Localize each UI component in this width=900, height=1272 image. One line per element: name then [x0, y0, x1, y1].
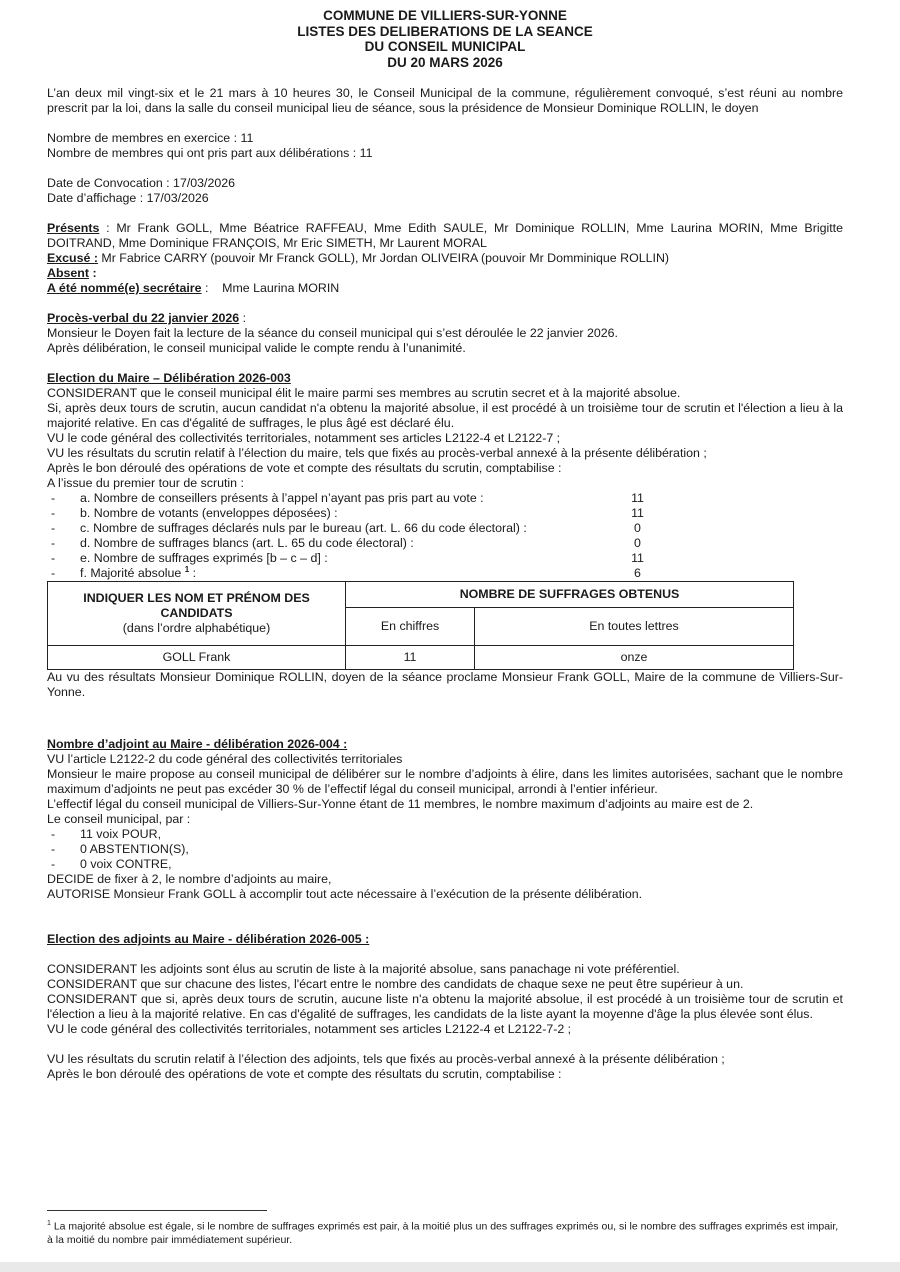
footnote-ref: 1	[184, 564, 190, 574]
absent-text: :	[89, 266, 97, 280]
table-header-group: NOMBRE DE SUFFRAGES OBTENUS	[346, 582, 794, 608]
adjoints-election-vu-resultats: VU les résultats du scrutin relatif à l’élection des adjoints, tels que fixés au procès-verbal annexé à la présente délibération ;	[47, 1052, 725, 1066]
date-convocation: Date de Convocation : 17/03/2026	[47, 176, 236, 190]
vote-pour: 11 voix POUR,	[80, 827, 162, 841]
vote-label: a. Nombre de conseillers présents à l’appel n’ayant pas pris part au vote :	[80, 491, 484, 505]
maire-premier-tour: A l’issue du premier tour de scrutin :	[47, 476, 244, 490]
pv-heading: Procès-verbal du 22 janvier 2026	[47, 311, 240, 325]
list-dash: -	[51, 491, 56, 505]
pv-heading-suffix: :	[239, 311, 247, 325]
vote-value: 11	[631, 491, 644, 505]
presents-label: Présents	[47, 221, 100, 235]
header-date: DU 20 MARS 2026	[387, 54, 503, 70]
vote-row	[47, 536, 843, 551]
maire-vu-code: VU le code général des collectivités territoriales, notamment ses articles L2122-4 et L2122-7 ;	[47, 431, 561, 445]
excuse-label: Excusé :	[47, 251, 98, 265]
list-dash: -	[51, 827, 56, 841]
header-listes: LISTES DES DELIBERATIONS DE LA SEANCE	[297, 23, 593, 39]
table-row	[48, 646, 794, 670]
adjoints-election-considerant-3: CONSIDERANT que si, après deux tours de scrutin, aucune liste n'a obtenu la majorité absolue, il est procédé à un troisième tour de scrutin et l'élection a lieu à la majorité relative. En cas d'égalité de suffrages, les candidats de la liste ayant la moyenne d'âge la plus élevée sont élus.	[47, 992, 843, 1021]
list-dash: -	[51, 536, 56, 550]
footnote-mark: 1	[47, 1220, 51, 1227]
document-page	[47, 8, 843, 1082]
header-conseil: DU CONSEIL MUNICIPAL	[364, 39, 526, 54]
vote-label: d. Nombre de suffrages blancs (art. L. 65 du code électoral) :	[80, 536, 414, 550]
vote-label: c. Nombre de suffrages déclarés nuls par le bureau (art. L. 66 du code électoral) :	[80, 521, 527, 535]
adjoints-nombre-proposition: Monsieur le maire propose au conseil municipal de délibérer sur le nombre d’adjoints à élire, dans les limites autorisées, sachant que le nombre maximum d’adjoints ne peut pas excéder 30 % de l’effectif légal du conseil municipal, arrondi à l’entier inférieur.	[47, 767, 843, 796]
vote-label	[80, 566, 600, 581]
vote-value: 11	[631, 551, 644, 565]
table-cell-name: GOLL Frank	[48, 646, 346, 670]
document-header	[47, 8, 843, 70]
adjoints-election-vu-code: VU le code général des collectivités territoriales, notamment ses articles L2122-4 et L2122-7-2 ;	[47, 1022, 572, 1036]
footnote	[47, 1217, 843, 1246]
adjoints-nombre-conseil: Le conseil municipal, par :	[47, 812, 191, 826]
list-dash: -	[51, 506, 56, 520]
vote-count-list	[47, 491, 843, 581]
vote-abstention: 0 ABSTENTION(S),	[80, 842, 189, 856]
vote-row	[47, 491, 843, 506]
list-dash: -	[51, 842, 56, 856]
presents-text: : Mr Frank GOLL, Mme Béatrice RAFFEAU, Mme Edith SAULE, Mr Dominique ROLLIN, Mme Laurina MORIN, Mme Brigitte DOITRAND, Mme Dominique FRANÇOIS, Mr Eric SIMETH, Mr Laurent MORAL	[47, 221, 843, 250]
vote-label: b. Nombre de votants (enveloppes déposées) :	[80, 506, 338, 520]
list-item	[47, 827, 843, 842]
table-header-letters: En toutes lettres	[475, 608, 794, 646]
table-header-candidates-title: INDIQUER LES NOM ET PRÉNOM DES CANDIDATS	[83, 591, 310, 620]
adjoints-election-considerant-1: CONSIDERANT les adjoints sont élus au scrutin de liste à la majorité absolue, sans panachage ni vote préférentiel.	[47, 962, 680, 976]
vote-row	[47, 506, 843, 521]
presents-line	[47, 221, 843, 251]
secretary-line	[47, 281, 843, 296]
table-cell-letters: onze	[475, 646, 794, 670]
adjoints-election-heading: Election des adjoints au Maire - délibération 2026-005 :	[47, 932, 370, 946]
vote-contre: 0 voix CONTRE,	[80, 857, 172, 871]
secretary-label: A été nommé(e) secrétaire	[47, 281, 202, 295]
footnote-text: La majorité absolue est égale, si le nombre de suffrages exprimés est pair, à la moitié plus un des suffrages exprimés ou, si le nombre des suffrages exprimés est impair, à la moitié du nombre pair immédiatement supérieur.	[47, 1220, 839, 1246]
header-commune: COMMUNE DE VILLIERS-SUR-YONNE	[323, 8, 567, 23]
maire-comptabilise: Après le bon déroulé des opérations de vote et compte des résultats du scrutin, comptabilise :	[47, 461, 562, 475]
results-table	[47, 581, 794, 670]
adjoints-nombre-vu: VU l’article L2122-2 du code général des collectivités territoriales	[47, 752, 403, 766]
list-dash: -	[51, 521, 56, 535]
list-dash: -	[51, 857, 56, 871]
table-header-candidates	[48, 582, 346, 646]
vote-value: 11	[631, 506, 644, 520]
footnote-divider	[47, 1210, 267, 1211]
vote-value: 6	[634, 566, 641, 580]
list-item	[47, 842, 843, 857]
excuse-text: Mr Fabrice CARRY (pouvoir Mr Franck GOLL), Mr Jordan OLIVEIRA (pouvoir Mr Domminique ROLLIN)	[97, 251, 670, 265]
maire-heading: Election du Maire – Délibération 2026-003	[47, 371, 291, 385]
members-in-office: Nombre de membres en exercice : 11	[47, 131, 254, 145]
maire-tours: Si, après deux tours de scrutin, aucun candidat n'a obtenu la majorité absolue, il est procédé à un troisième tour de scrutin et l'élection a lieu à la majorité relative. En cas d'égalité de suffrages, le plus âgé est déclaré élu.	[47, 401, 843, 430]
adjoints-nombre-effectif: L’effectif légal du conseil municipal de Villiers-Sur-Yonne étant de 11 membres, le nombre maximum d’adjoints au maire est de 2.	[47, 797, 754, 811]
pv-heading-line	[47, 311, 843, 326]
adjoints-election-considerant-2: CONSIDERANT que sur chacune des listes, l'écart entre le nombre des candidats de chaque sexe ne peut être supérieur à un.	[47, 977, 744, 991]
intro-paragraph: L’an deux mil vingt-six et le 21 mars à 10 heures 30, le Conseil Municipal de la commune, régulièrement convoqué, s’est réuni au nombre prescrit par la loi, dans la salle du conseil municipal lieu de séance, sous la présidence de Monsieur Dominique ROLLIN, le doyen	[47, 86, 843, 115]
secretary-text: : Mme Laurina MORIN	[201, 281, 340, 295]
majorite-suffix: :	[189, 566, 197, 580]
adjoints-nombre-autorise: AUTORISE Monsieur Frank GOLL à accomplir tout acte nécessaire à l’exécution de la présente délibération.	[47, 887, 643, 901]
vote-value: 0	[634, 521, 641, 535]
adjoints-election-comptabilise: Après le bon déroulé des opérations de vote et compte des résultats du scrutin, comptabilise :	[47, 1067, 562, 1081]
list-dash: -	[51, 551, 56, 565]
maire-result: Au vu des résultats Monsieur Dominique ROLLIN, doyen de la séance proclame Monsieur Frank GOLL, Maire de la commune de Villiers-Sur-Yonne.	[47, 670, 843, 699]
date-affichage: Date d’affichage : 17/03/2026	[47, 191, 209, 205]
maire-vu-resultats: VU les résultats du scrutin relatif à l’élection du maire, tels que fixés au procès-verbal annexé à la présente délibération ;	[47, 446, 707, 460]
maire-considerant: CONSIDERANT que le conseil municipal élit le maire parmi ses membres au scrutin secret et à la majorité absolue.	[47, 386, 681, 400]
vote-row	[47, 521, 843, 536]
vote-value: 0	[634, 536, 641, 550]
excuse-line	[47, 251, 843, 266]
adjoints-nombre-heading: Nombre d’adjoint au Maire - délibération 2026-004 :	[47, 737, 348, 751]
adjoints-nombre-decide: DECIDE de fixer à 2, le nombre d’adjoints au maire,	[47, 872, 332, 886]
absent-label: Absent	[47, 266, 89, 280]
members-participating: Nombre de membres qui ont pris part aux délibérations : 11	[47, 146, 373, 160]
vote-row	[47, 566, 843, 581]
vote-label: e. Nombre de suffrages exprimés [b – c – d] :	[80, 551, 328, 565]
table-cell-figures: 11	[346, 646, 475, 670]
absent-line	[47, 266, 843, 281]
vote-row	[47, 551, 843, 566]
pv-line-1: Monsieur le Doyen fait la lecture de la séance du conseil municipal qui s’est déroulée le 22 janvier 2026.	[47, 326, 618, 340]
table-header-figures: En chiffres	[346, 608, 475, 646]
majorite-label: f. Majorité absolue	[80, 566, 182, 580]
list-dash: -	[51, 566, 56, 580]
scan-bottom-edge	[0, 1262, 900, 1272]
list-item	[47, 857, 843, 872]
table-header-candidates-note: (dans l’ordre alphabétique)	[122, 621, 271, 635]
pv-line-2: Après délibération, le conseil municipal valide le compte rendu à l’unanimité.	[47, 341, 466, 355]
